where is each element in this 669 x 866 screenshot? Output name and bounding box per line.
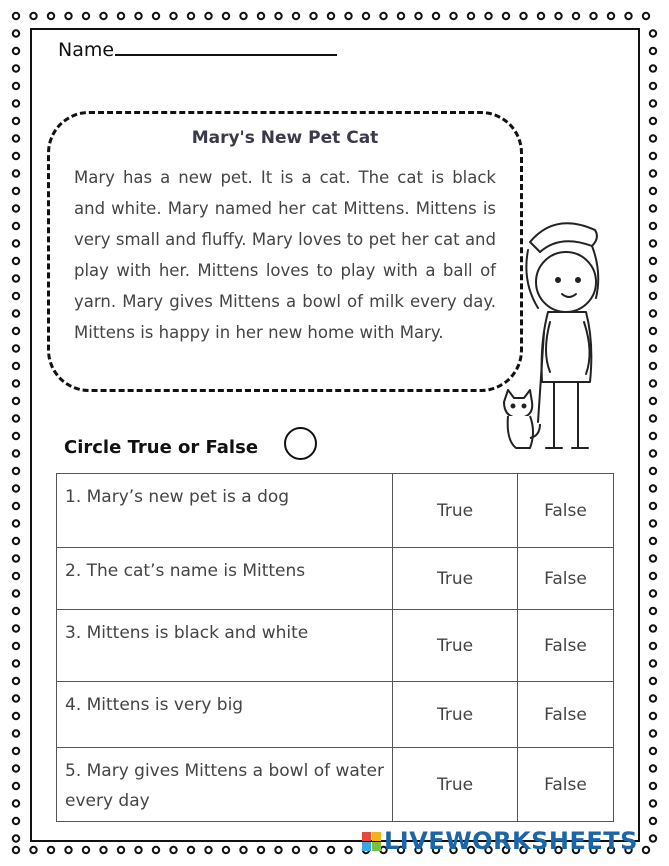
border-dot — [240, 847, 246, 853]
border-dot — [13, 293, 19, 299]
border-dot — [650, 678, 656, 684]
border-dot — [13, 783, 19, 789]
border-dot — [650, 468, 656, 474]
table-row — [57, 610, 614, 682]
border-dot — [398, 13, 404, 19]
border-dot — [13, 713, 19, 719]
border-dot — [170, 13, 176, 19]
true-option[interactable]: True — [393, 548, 518, 610]
border-dot — [13, 555, 19, 561]
border-dot — [590, 13, 596, 19]
border-dot — [293, 847, 299, 853]
border-dot — [100, 847, 106, 853]
border-dot — [13, 328, 19, 334]
border-dot — [13, 13, 19, 19]
border-dot — [223, 847, 229, 853]
border-dot — [30, 13, 36, 19]
border-dot — [503, 13, 509, 19]
border-dot — [48, 13, 54, 19]
border-dot — [13, 415, 19, 421]
border-dot — [275, 847, 281, 853]
border-dot — [433, 13, 439, 19]
border-dot — [13, 380, 19, 386]
question-statement: 1. Mary’s new pet is a dog — [57, 474, 393, 548]
question-statement: 2. The cat’s name is Mittens — [57, 548, 393, 610]
border-dot — [468, 13, 474, 19]
border-dot — [258, 13, 264, 19]
true-option[interactable]: True — [393, 748, 518, 822]
table-row — [57, 682, 614, 748]
border-dot — [13, 310, 19, 316]
border-dot — [650, 538, 656, 544]
border-dot — [650, 170, 656, 176]
border-dot — [205, 847, 211, 853]
border-dot — [650, 555, 656, 561]
border-dot — [13, 800, 19, 806]
border-dot — [310, 847, 316, 853]
border-dot — [13, 847, 19, 853]
border-dot — [643, 13, 649, 19]
border-dot — [650, 275, 656, 281]
border-dot — [118, 13, 124, 19]
border-dot — [13, 643, 19, 649]
false-option[interactable]: False — [518, 548, 614, 610]
name-blank-line[interactable] — [115, 38, 337, 56]
border-dot — [650, 783, 656, 789]
false-option[interactable]: False — [518, 610, 614, 682]
true-option[interactable]: True — [393, 610, 518, 682]
border-dot — [13, 765, 19, 771]
border-dot — [13, 678, 19, 684]
question-statement: 5. Mary gives Mittens a bowl of water every day — [57, 748, 393, 822]
border-dot — [13, 625, 19, 631]
border-dot — [13, 83, 19, 89]
border-dot — [415, 13, 421, 19]
girl-with-cat-illustration — [500, 212, 618, 462]
circle-example-icon — [284, 427, 317, 460]
border-dot — [650, 328, 656, 334]
border-dot — [345, 13, 351, 19]
border-dot — [650, 153, 656, 159]
border-dot — [13, 748, 19, 754]
border-dot — [650, 660, 656, 666]
border-dot — [328, 847, 334, 853]
border-dot — [625, 13, 631, 19]
border-dot — [650, 818, 656, 824]
border-dot — [538, 13, 544, 19]
border-dot — [450, 13, 456, 19]
border-dot — [650, 520, 656, 526]
name-label: Name — [58, 39, 115, 61]
logo-blocks-icon — [362, 832, 381, 851]
story-title: Mary's New Pet Cat — [191, 128, 379, 148]
border-dot — [643, 847, 649, 853]
border-dot — [13, 608, 19, 614]
border-dot — [650, 730, 656, 736]
border-dot — [118, 847, 124, 853]
border-dot — [650, 608, 656, 614]
border-dot — [65, 847, 71, 853]
border-dot — [650, 590, 656, 596]
border-dot — [650, 713, 656, 719]
border-dot — [13, 573, 19, 579]
border-dot — [650, 398, 656, 404]
border-dot — [650, 695, 656, 701]
border-dot — [363, 13, 369, 19]
border-dot — [170, 847, 176, 853]
true-option[interactable]: True — [393, 474, 518, 548]
border-dot — [650, 100, 656, 106]
border-dot — [650, 240, 656, 246]
border-dot — [650, 135, 656, 141]
border-dot — [345, 847, 351, 853]
border-dot — [205, 13, 211, 19]
border-dot — [13, 100, 19, 106]
border-dot — [13, 135, 19, 141]
border-dot — [13, 30, 19, 36]
border-dot — [650, 380, 656, 386]
border-dot — [258, 847, 264, 853]
border-dot — [650, 625, 656, 631]
border-dot — [485, 13, 491, 19]
border-dot — [650, 188, 656, 194]
border-dot — [13, 520, 19, 526]
border-dot — [83, 847, 89, 853]
border-dot — [100, 13, 106, 19]
border-dot — [650, 258, 656, 264]
border-dot — [650, 293, 656, 299]
border-dot — [650, 643, 656, 649]
border-dot — [13, 188, 19, 194]
border-dot — [13, 468, 19, 474]
border-dot — [13, 660, 19, 666]
border-dot — [650, 345, 656, 351]
border-dot — [30, 847, 36, 853]
liveworksheets-logo — [362, 826, 638, 856]
logo-text: LIVEWORKSHEETS — [384, 827, 638, 855]
border-dot — [650, 450, 656, 456]
border-dot — [650, 433, 656, 439]
false-option[interactable]: False — [518, 748, 614, 822]
border-dot — [153, 13, 159, 19]
true-option[interactable]: True — [393, 682, 518, 748]
border-dot — [650, 83, 656, 89]
border-dot — [650, 65, 656, 71]
border-dot — [188, 847, 194, 853]
border-dot — [188, 13, 194, 19]
border-dot — [13, 48, 19, 54]
border-dot — [13, 118, 19, 124]
border-dot — [650, 800, 656, 806]
border-dot — [650, 205, 656, 211]
table-row — [57, 748, 614, 822]
border-dot — [650, 415, 656, 421]
border-dot — [13, 538, 19, 544]
border-dot — [275, 13, 281, 19]
border-dot — [380, 13, 386, 19]
table-row — [57, 474, 614, 548]
border-dot — [650, 835, 656, 841]
border-dot — [135, 13, 141, 19]
border-dot — [13, 398, 19, 404]
border-dot — [13, 730, 19, 736]
name-field[interactable] — [58, 38, 337, 61]
border-dot — [13, 275, 19, 281]
border-dot — [650, 310, 656, 316]
border-dot — [573, 13, 579, 19]
border-dot — [13, 258, 19, 264]
border-dot — [83, 13, 89, 19]
border-dot — [13, 345, 19, 351]
false-option[interactable]: False — [518, 474, 614, 548]
border-dot — [153, 847, 159, 853]
border-dot — [650, 485, 656, 491]
border-dot — [13, 590, 19, 596]
border-dot — [555, 13, 561, 19]
border-dot — [240, 13, 246, 19]
question-statement: 3. Mittens is black and white — [57, 610, 393, 682]
border-dot — [13, 433, 19, 439]
border-dot — [13, 363, 19, 369]
border-dot — [650, 503, 656, 509]
border-dot — [13, 223, 19, 229]
border-dot — [650, 223, 656, 229]
border-dot — [293, 13, 299, 19]
border-dot — [650, 765, 656, 771]
border-dot — [650, 748, 656, 754]
table-row — [57, 548, 614, 610]
border-dot — [310, 13, 316, 19]
border-dot — [48, 847, 54, 853]
border-dot — [13, 240, 19, 246]
border-dot — [650, 573, 656, 579]
border-dot — [520, 13, 526, 19]
border-dot — [65, 13, 71, 19]
border-dot — [13, 205, 19, 211]
true-false-table — [56, 473, 614, 822]
border-dot — [13, 170, 19, 176]
border-dot — [13, 503, 19, 509]
border-dot — [13, 485, 19, 491]
border-dot — [650, 48, 656, 54]
border-dot — [328, 13, 334, 19]
instruction-heading: Circle True or False — [64, 437, 259, 458]
border-dot — [13, 835, 19, 841]
border-dot — [650, 30, 656, 36]
border-dot — [13, 65, 19, 71]
question-statement: 4. Mittens is very big — [57, 682, 393, 748]
false-option[interactable]: False — [518, 682, 614, 748]
story-text: Mary has a new pet. It is a cat. The cat is black and white. Mary named her cat Mittens. Mittens is very small and fluffy. Mary loves to pet her cat and play with her. Mittens loves to play with a ball of yarn. Mary gives Mittens a bowl of milk every day. Mittens is happy in her new home with Mary. — [74, 168, 496, 342]
border-dot — [13, 818, 19, 824]
border-dot — [135, 847, 141, 853]
border-dot — [650, 363, 656, 369]
border-dot — [13, 450, 19, 456]
border-dot — [13, 153, 19, 159]
border-dot — [608, 13, 614, 19]
border-dot — [13, 695, 19, 701]
border-dot — [650, 118, 656, 124]
border-dot — [223, 13, 229, 19]
